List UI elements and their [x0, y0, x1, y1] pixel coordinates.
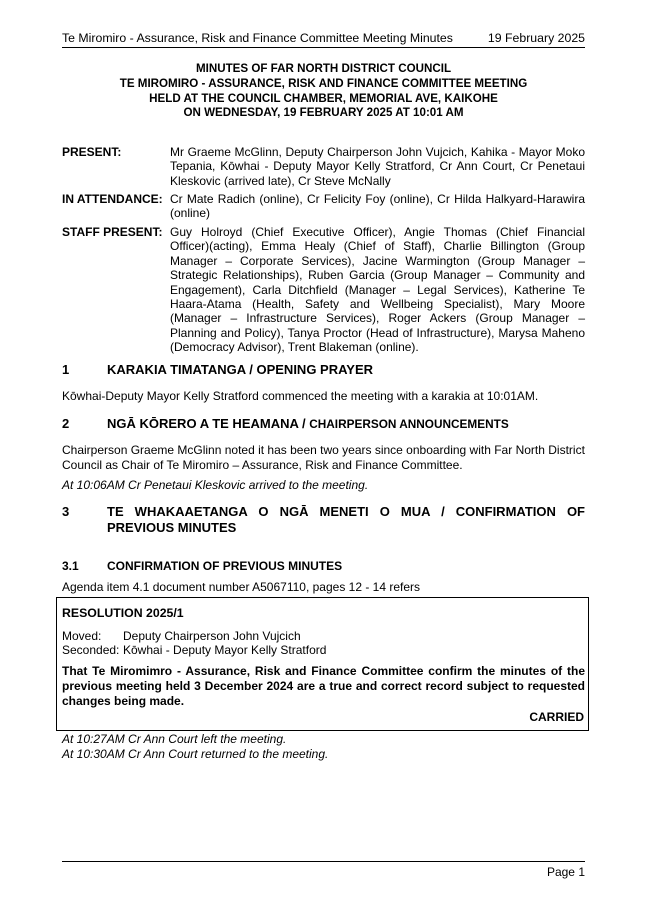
title-line: HELD AT THE COUNCIL CHAMBER, MEMORIAL AVE, KAIKOHE — [149, 91, 498, 105]
title-line: MINUTES OF FAR NORTH DISTRICT COUNCIL — [195, 62, 452, 75]
seconded-row — [62, 643, 326, 657]
resolution-text — [62, 664, 585, 709]
present-line: Tepania, Kōwhai - Deputy Mayor Kelly Stratford, Cr Ann Court, Cr Penetaui — [170, 159, 585, 174]
moved-row — [62, 629, 301, 643]
in-attendance-label: IN ATTENDANCE: — [62, 192, 163, 206]
footer-divider — [62, 861, 585, 862]
section-title: KARAKIA TIMATANGA / OPENING PRAYER — [107, 362, 374, 377]
resolution-title: RESOLUTION 2025/1 — [62, 606, 184, 620]
page-number: Page 1 — [546, 865, 585, 879]
section-number: 3 — [62, 504, 70, 519]
in-attendance-list — [170, 192, 585, 221]
section-title-line: PREVIOUS MINUTES — [107, 520, 237, 535]
staff-present-label: STAFF PRESENT: — [62, 225, 163, 239]
in-attendance-line: (online) — [170, 206, 211, 221]
resolution-box — [56, 597, 589, 731]
section-1-heading — [62, 362, 585, 378]
staff-line: Haara-Atama (Health, Safety and Wellbeing Specialist), Mary Moore — [170, 297, 585, 312]
staff-line: Strategic Relationships), Ruben Garcia (Group Manager – Community and — [170, 268, 585, 283]
present-section — [62, 145, 585, 189]
section-1-text: Kōwhai-Deputy Mayor Kelly Stratford commenced the meeting with a karakia at 10:01AM. — [62, 389, 539, 403]
seconded-by: Kōwhai - Deputy Mayor Kelly Stratford — [123, 643, 327, 657]
resolution-line: That Te Miromimro - Assurance, Risk and Finance Committee confirm the minutes of the — [62, 664, 585, 678]
header-document-title: Te Miromiro - Assurance, Risk and Finance Committee Meeting Minutes — [62, 31, 453, 45]
section-title-main: NGĀ KŌRERO A TE HEAMANA / — [107, 416, 310, 431]
staff-line: Engagement), Carla Ditchfield (Manager – Legal Services), Katherine Te — [170, 282, 585, 297]
attendance-notes — [62, 732, 585, 761]
moved-by: Deputy Chairperson John Vujcich — [123, 629, 301, 643]
in-attendance-line: Cr Mate Radich (online), Cr Felicity Foy (online), Cr Hilda Halkyard-Harawira — [170, 192, 585, 206]
section-3-heading — [62, 504, 585, 536]
section-title — [107, 504, 585, 536]
moved-label: Moved: — [62, 629, 102, 643]
section-title-line: TE WHAKAAETANGA O NGĀ MENETI O MUA / CONFIRMATION OF — [107, 504, 585, 519]
title-line: ON WEDNESDAY, 19 FEBRUARY 2025 AT 10:01 AM — [183, 106, 464, 120]
staff-line: (Democracy Advisor), Trent Blakeman (online). — [170, 340, 419, 355]
staff-present-section — [62, 225, 585, 357]
minutes-title — [62, 62, 585, 121]
header-divider — [62, 47, 585, 48]
present-list — [170, 145, 585, 188]
header-date: 19 February 2025 — [487, 31, 585, 45]
resolution-status: CARRIED — [529, 710, 584, 724]
attendance-note: At 10:30AM Cr Ann Court returned to the meeting. — [62, 746, 329, 761]
resolution-line: changes being made. — [62, 694, 185, 708]
section-2-text — [62, 443, 585, 473]
section-3-1-heading — [62, 559, 585, 574]
in-attendance-section — [62, 192, 585, 222]
staff-line: (Manager – Infrastructure Services), Roger Ackers (Group Manager – — [170, 311, 585, 326]
agenda-reference: Agenda item 4.1 document number A5067110, pages 12 - 14 refers — [62, 580, 421, 594]
staff-line: Officer)(acting), Emma Healy (Chief of Staff), Charlie Billington (Group — [170, 239, 585, 254]
present-line: Kleskovic (arrived late), Cr Steve McNally — [170, 173, 391, 188]
resolution-line: previous meeting held 3 December 2024 are a true and correct record subject to requested — [62, 679, 585, 693]
present-line: Mr Graeme McGlinn, Deputy Chairperson John Vujcich, Kahika - Mayor Moko — [170, 145, 585, 159]
section-2-heading — [62, 416, 585, 432]
attendance-note: At 10:27AM Cr Ann Court left the meeting. — [62, 732, 287, 746]
staff-present-list — [170, 225, 585, 355]
seconded-label: Seconded: — [62, 643, 120, 657]
section-title-english: CHAIRPERSON ANNOUNCEMENTS — [309, 417, 509, 431]
subsection-title: CONFIRMATION OF PREVIOUS MINUTES — [107, 559, 343, 573]
section-number: 2 — [62, 416, 70, 431]
paragraph-line: Council as Chair of Te Miromiro – Assurance, Risk and Finance Committee. — [62, 458, 463, 472]
staff-line: Planning and Policy), Tanya Proctor (Head of Infrastructure), Marysa Maheno — [170, 325, 585, 340]
paragraph-line: Chairperson Graeme McGlinn noted it has been two years since onboarding with Far North District — [62, 443, 585, 457]
staff-line: Manager – Corporate Services), Jacine Warmington (Group Manager – — [170, 253, 585, 268]
present-label: PRESENT: — [62, 145, 122, 159]
staff-line: Guy Holroyd (Chief Executive Officer), Angie Thomas (Chief Financial — [170, 225, 585, 239]
section-number: 1 — [62, 362, 70, 377]
page-header — [62, 30, 585, 46]
subsection-number: 3.1 — [62, 559, 79, 573]
arrival-note: At 10:06AM Cr Penetaui Kleskovic arrived to the meeting. — [62, 478, 369, 492]
title-line: TE MIROMIRO - ASSURANCE, RISK AND FINANCE COMMITTEE MEETING — [119, 76, 528, 90]
section-title — [107, 416, 585, 432]
